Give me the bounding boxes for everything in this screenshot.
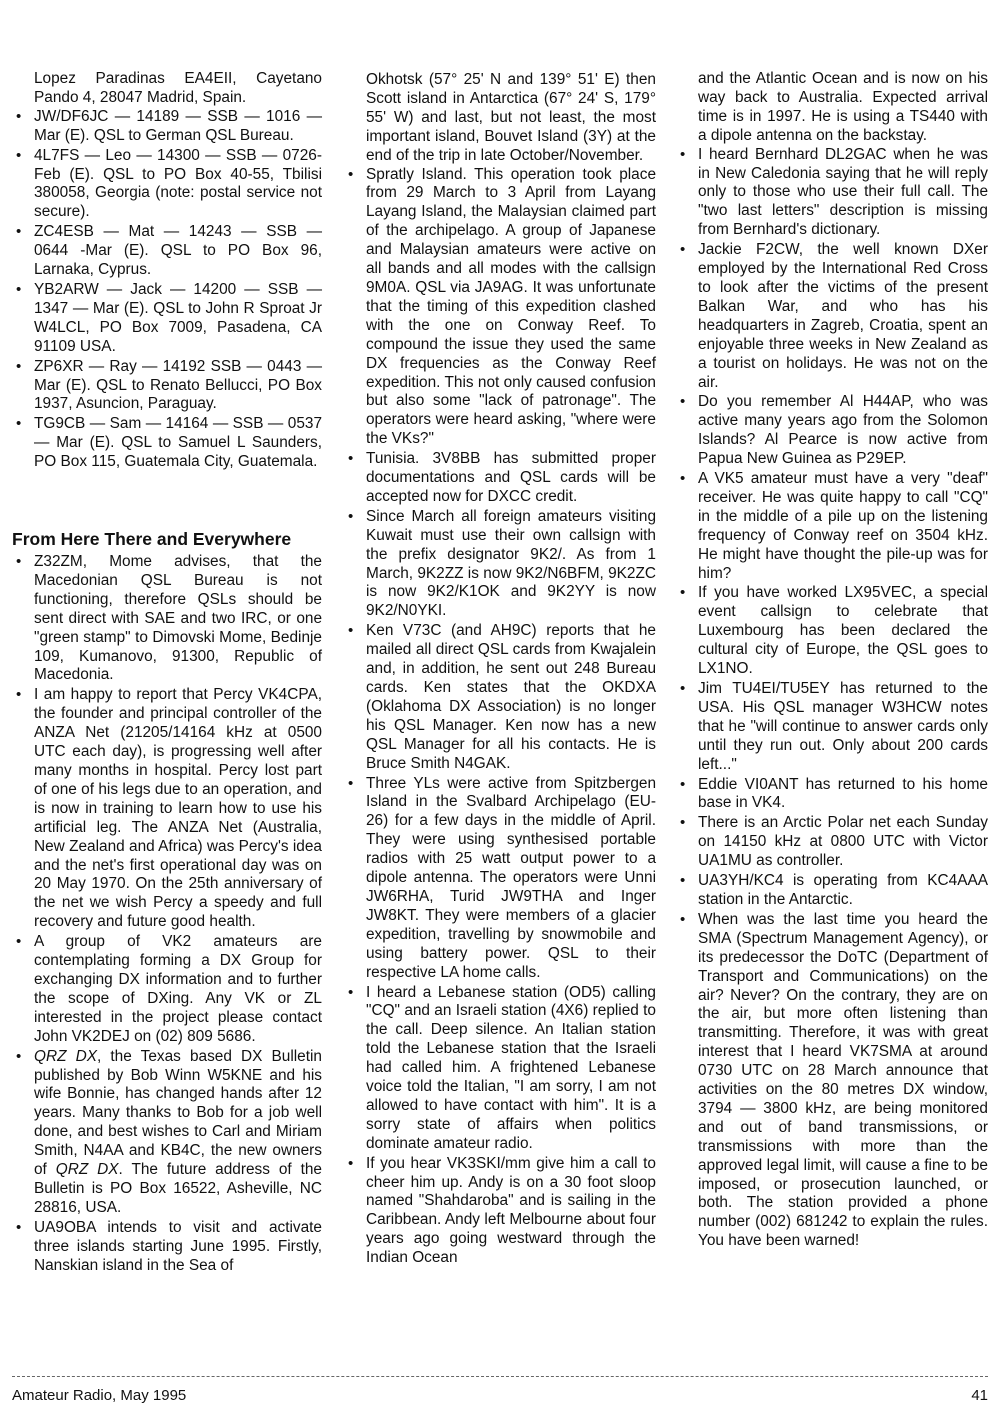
list-item: • UA9OBA intends to visit and activate three islands starting June 1995. Firstly, Nanskian island in the Sea of (12, 1219, 322, 1276)
list-item-text: . The future address of the Bulletin is PO Box 16522, Asheville, NC 28816, USA. (34, 1161, 322, 1216)
news-list (344, 166, 656, 1269)
page-number: 41 (971, 1387, 988, 1404)
list-item: • Jackie F2CW, the well known DXer employed by the International Red Cross to look after the victims of the present Balkan War, and who has his headquarters in Zagreb, Croatia, spent an enjoyable three weeks in New Zealand as a tourist on holidays. He was not on the air. (676, 241, 988, 392)
list-item: • ZC4ESB — Mat — 14243 — SSB — 0644 -Mar (E). QSL to PO Box 96, Larnaka, Cyprus. (12, 223, 322, 280)
list-item: • Since March all foreign amateurs visiting Kuwait must use their own callsign with the prefix designator 9K2/. As from 1 March, 9K2ZZ is now 9K2/N6BFM, 9K2ZC is now 9K2/K1OK and 9K2YY is now 9K2/N0YKI. (344, 508, 656, 621)
list-item: • Ken V73C (and AH9C) reports that he mailed all direct QSL cards from Kwajalein and, in addition, he sent out 248 Bureau cards. Ken states that the OKDXA (Oklahoma DX Association) is no longer his QSL Manager. Ken now has a new QSL Manager for all his contacts. He is Bruce Smith N4GAK. (344, 622, 656, 773)
list-item: • 4L7FS — Leo — 14300 — SSB — 0726- Feb (E). QSL to PO Box 40-55, Tbilisi 380058, Georgia (note: postal service not secure). (12, 147, 322, 223)
list-item: • If you hear VK3SKI/mm give him a call to cheer him up. Andy is on a 30 foot sloop named "Shahdaroba" and is sailing in the Caribbean. Andy left Melbourne about four years ago going westward through the Indian Ocean (344, 1155, 656, 1268)
list-item: • Three YLs were active from Spitzbergen Island in the Svalbard Archipelago (EU-26) for a few days in the middle of April. They were using synthesised portable radios with 25 watt output power to a dipole antenna. The operators were Unni JW6RHA, Turid JW9THA and Inger JW8KT. They were members of a glacier expedition, travelling by snowmobile and using battery power. QSL to their respective LA home calls. (344, 775, 656, 983)
publication-title: QRZ DX (55, 1161, 119, 1179)
list-item-text: , the Texas based DX Bulletin published by Bob Winn W5KNE and his wife Bonnie, has changed hands after 12 years. Many thanks to Bob for a job well done, and best wishes to Carl and Miriam Smith, N4AA and KB4C, the new owners of (34, 1047, 322, 1179)
list-item: • When was the last time you heard the SMA (Spectrum Management Agency), or its predecessor the DoTC (Department of Transport and Communications) on the air? Never? On the contrary, they are on the air, but more often listening than transmitting. Therefore, it was with great interest that I heard VK7SMA at around 0730 UTC on 28 March announce that activities on the 80 metres DX window, 3794 — 3800 kHz, are being monitored and out of band transmissions, or transmissions with more than the approved legal limit, will cause a fine to be imposed, or prosecution launched, or both. The station provided a phone number (002) 681242 to explain the rules. You have been warned! (676, 911, 988, 1251)
list-item: • I heard a Lebanese station (OD5) calling "CQ" and an Israeli station (4X6) replied to the call. Deep silence. An Italian station told the Lebanese station that the Israeli had called him. A frightened Lebanese voice told the Italian, "I am sorry, I am not allowed to have contact with him". It is a sorry state of affairs when politics dominate amateur radio. (344, 984, 656, 1154)
footer-publication: Amateur Radio, May 1995 (12, 1387, 187, 1404)
list-item: • TG9CB — Sam — 14164 — SSB — 0537 — Mar (E). QSL to Samuel L Saunders, PO Box 115, Guatemala City, Guatemala. (12, 415, 322, 472)
list-item: • Eddie VI0ANT has returned to his home base in VK4. (676, 776, 988, 814)
list-item: • I am happy to report that Percy VK4CPA, the founder and principal controller of the ANZA Net (21205/14164 kHz at 0500 UTC each day), is progressing well after many months in hospital. Percy lost part of one of his legs due to an operation, and is now in training to learn how to use his artificial leg. The ANZA Net (Australia, New Zealand and Africa) was Percy's idea and the net's first operational day was on 20 May 1970. On the 25th anniversary of the net we wish Percy a speedy and full recovery and future good health. (12, 686, 322, 932)
list-item: • UA3YH/KC4 is operating from KC4AAA station in the Antarctic. (676, 872, 988, 910)
list-item: • A group of VK2 amateurs are contemplating forming a DX Group for exchanging DX information and to further the scope of DXing. Any VK or ZL interested in the project please contact John VK2DEJ on (02) 809 5686. (12, 933, 322, 1046)
list-item: • Jim TU4EI/TU5EY has returned to the USA. His QSL manager W3HCW notes that he "will continue to answer cards only until they run out. Only about 200 cards left..." (676, 680, 988, 775)
news-list (12, 553, 322, 1275)
list-item: • A VK5 amateur must have a very "deaf" receiver. He was quite happy to call "CQ" in the middle of a pile up on the listening frequency of Conway reef on 3504 kHz. He might have thought the pile-up was for him? (676, 470, 988, 583)
qsl-list (12, 108, 322, 472)
continued-paragraph: and the Atlantic Ocean and is now on his way back to Australia. Expected arrival time is in 1997. He is using a TS440 with a dipole antenna on the backstay. (698, 70, 988, 144)
continued-paragraph: Lopez Paradinas EA4EII, Cayetano Pando 4, 28047 Madrid, Spain. (34, 70, 322, 106)
list-item: • Z32ZM, Mome advises, that the Macedonian QSL Bureau is not functioning, therefore QSLs should be sent direct with SAE and two IRC, or one "green stamp" to Dimovski Mome, Bedinje 109, Kumanovo, 91300, Republic of Macedonia. (12, 553, 322, 685)
column-1 (12, 70, 322, 1276)
list-item: • ZP6XR — Ray — 14192 SSB — 0443 — Mar (E). QSL to Renato Bellucci, PO Box 1937, Asuncion, Paraguay. (12, 358, 322, 415)
list-item (12, 1048, 322, 1218)
column-2 (344, 71, 656, 1269)
column-3 (676, 70, 988, 1252)
section-heading: From Here There and Everywhere (12, 529, 292, 550)
list-item: • Tunisia. 3V8BB has submitted proper documentations and QSL cards will be accepted now for DXCC credit. (344, 450, 656, 507)
continued-paragraph: Okhotsk (57° 25' N and 139° 51' E) then Scott island in Antarctica (67° 24' S, 179° 55' W) and last, but not least, the most important island, Bouvet Island (3Y) at the end of the trip in late October/November. (366, 71, 656, 164)
footer-divider (12, 1376, 988, 1377)
news-list (676, 146, 988, 1252)
list-item: • JW/DF6JC — 14189 — SSB — 1016 — Mar (E). QSL to German QSL Bureau. (12, 108, 322, 146)
list-item: • I heard Bernhard DL2GAC when he was in New Caledonia saying that he will reply only to those who use their full call. The "two last letters" description is missing from Bernhard's dictionary. (676, 146, 988, 241)
list-item: • Do you remember Al H44AP, who was active many years ago from the Solomon Islands? Al Pearce is now active from Papua New Guinea as P29EP. (676, 393, 988, 469)
list-item: • YB2ARW — Jack — 14200 — SSB — 1347 — Mar (E). QSL to John R Sproat Jr W4LCL, PO Box 7009, Pasadena, CA 91109 USA. (12, 281, 322, 357)
list-item: • Spratly Island. This operation took place from 29 March to 3 April from Layang Layang Island, the Malaysian claimed part of the archipelago. A group of Japanese and Malaysian amateurs were active on all bands and all modes with the callsign 9M0A. QSL via JA9AG. It was unfortunate that the timing of this expedition clashed with the one on Conway Reef. To compound the issue they used the same DX frequencies as the Conway Reef expedition. This not only caused confusion but also some "lack of patronage". The operators were heard asking, "where were the VKs?" (344, 166, 656, 450)
list-item: • If you have worked LX95VEC, a special event callsign to celebrate that Luxembourg has been declared the cultural city of Europe, the QSL goes to LX1NO. (676, 584, 988, 679)
list-item: • There is an Arctic Polar net each Sunday on 14150 kHz at 0800 UTC with Victor UA1MU as controller. (676, 814, 988, 871)
publication-title: QRZ DX (34, 1047, 97, 1065)
